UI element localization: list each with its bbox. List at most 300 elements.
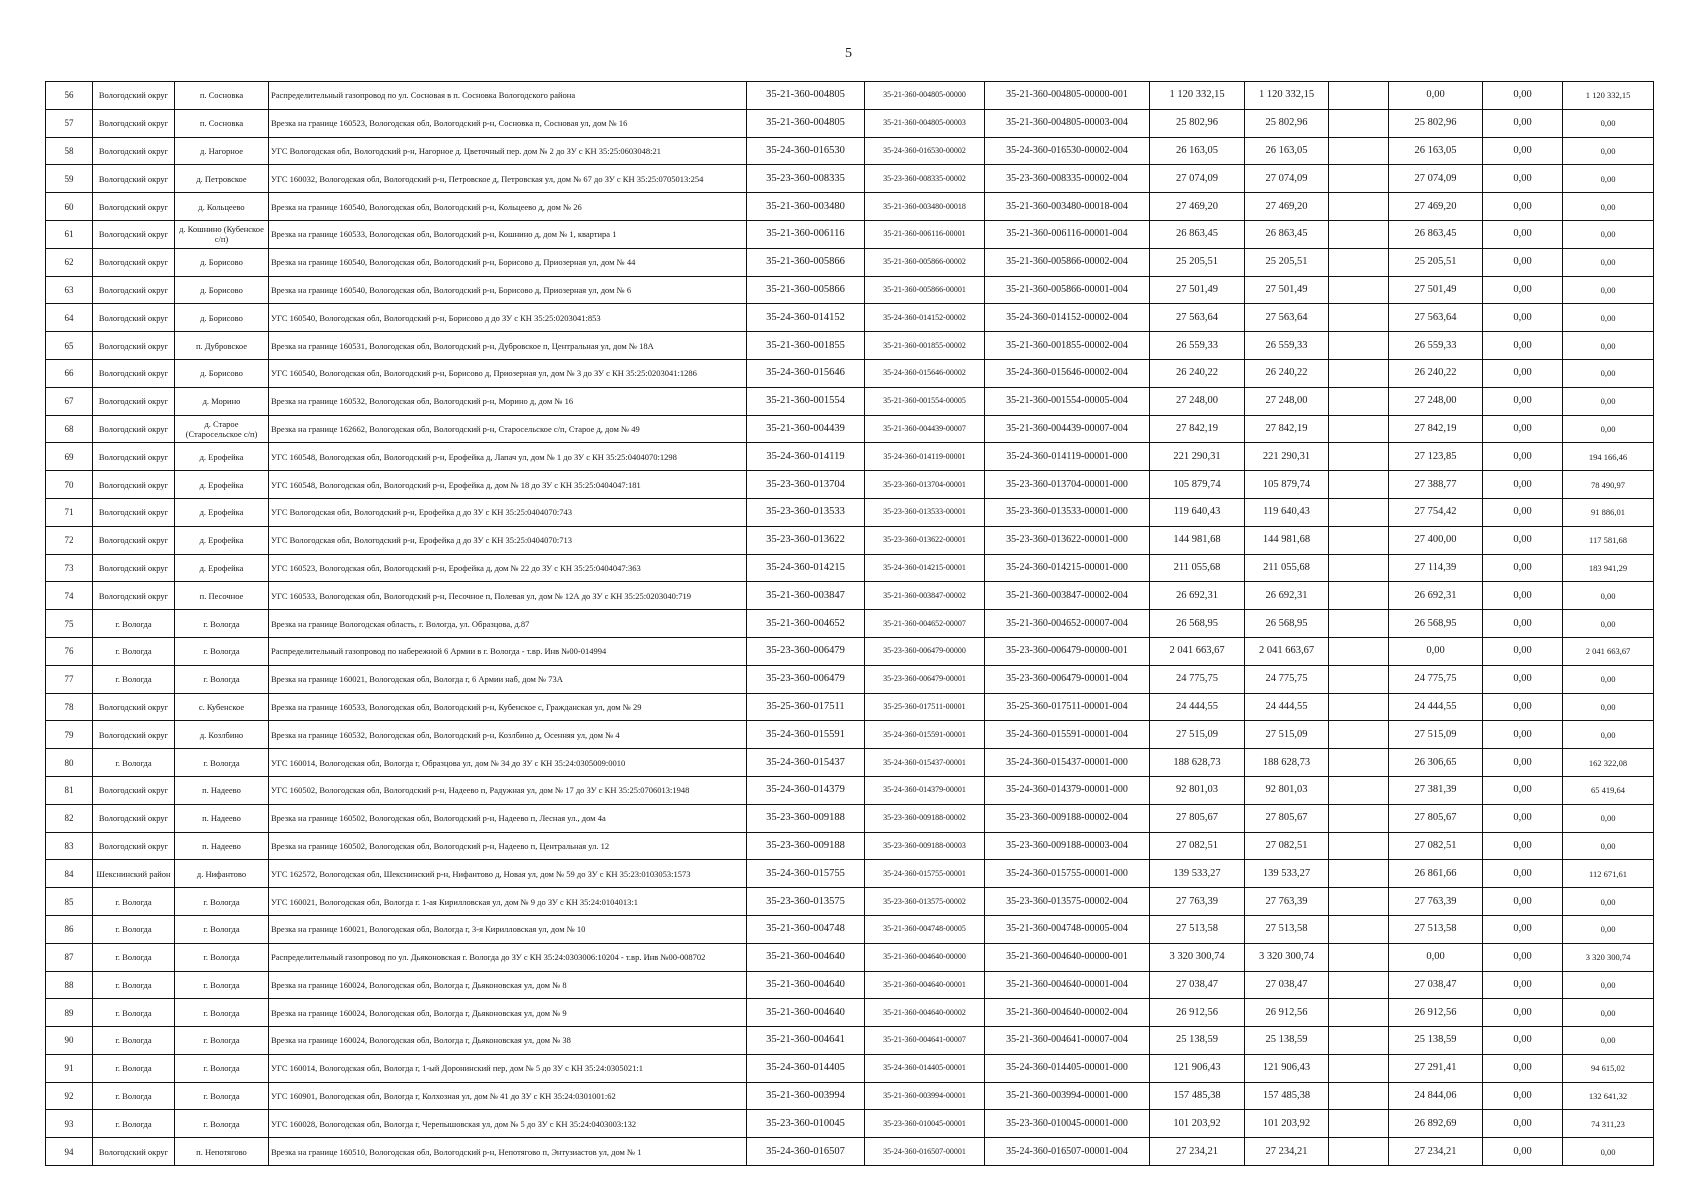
amount-cell: 0,00	[1483, 554, 1563, 582]
subcode-cell: 35-24-360-016507-00001	[865, 1138, 985, 1166]
amount-cell: 0,00	[1483, 1054, 1563, 1082]
locality-cell: г. Вологда	[175, 971, 269, 999]
amount-cell: 78 490,97	[1563, 471, 1654, 499]
table-row	[46, 193, 1654, 221]
code-cell: 35-21-360-003480	[747, 193, 865, 221]
full-code-cell: 35-21-360-004439-00007-004	[985, 415, 1150, 443]
amount-cell: 0,00	[1563, 888, 1654, 916]
code-cell: 35-23-360-009188	[747, 832, 865, 860]
subcode-cell: 35-21-360-005866-00002	[865, 248, 985, 276]
amount-cell: 27 805,67	[1389, 804, 1483, 832]
amount-cell: 27 805,67	[1245, 804, 1329, 832]
amount-cell: 157 485,38	[1245, 1082, 1329, 1110]
amount-cell: 27 513,58	[1150, 915, 1245, 943]
locality-cell: п. Непотягово	[175, 1138, 269, 1166]
amount-cell: 26 163,05	[1150, 137, 1245, 165]
amount-cell: 2 041 663,67	[1245, 637, 1329, 665]
empty-cell	[1329, 971, 1389, 999]
locality-cell: д. Ерофейка	[175, 471, 269, 499]
code-cell: 35-25-360-017511	[747, 693, 865, 721]
table-row	[46, 721, 1654, 749]
subcode-cell: 35-21-360-003847-00002	[865, 582, 985, 610]
row-number-cell: 62	[46, 248, 93, 276]
amount-cell: 0,00	[1483, 387, 1563, 415]
amount-cell: 0,00	[1483, 471, 1563, 499]
amount-cell: 27 469,20	[1389, 193, 1483, 221]
subcode-cell: 35-21-360-004805-00000	[865, 82, 985, 110]
table-row	[46, 637, 1654, 665]
full-code-cell: 35-21-360-003847-00002-004	[985, 582, 1150, 610]
empty-cell	[1329, 109, 1389, 137]
district-cell: Вологодский округ	[93, 526, 175, 554]
empty-cell	[1329, 332, 1389, 360]
object-description-cell: УГС 160540, Вологодская обл, Вологодский р-н, Борисово д, Приозерная ул, дом № 3 до ЗУ с КН 35:25:0203041:1286	[269, 359, 747, 387]
object-description-cell: Врезка на границе 160021, Вологодская обл, Вологда г, 3-я Кирилловская ул, дом № 10	[269, 915, 747, 943]
amount-cell: 0,00	[1563, 304, 1654, 332]
object-description-cell: Врезка на границе 160021, Вологодская обл, Вологда г, 6 Армии наб, дом № 73А	[269, 665, 747, 693]
subcode-cell: 35-24-360-015437-00001	[865, 749, 985, 777]
amount-cell: 74 311,23	[1563, 1110, 1654, 1138]
locality-cell: г. Вологда	[175, 637, 269, 665]
amount-cell: 27 291,41	[1389, 1054, 1483, 1082]
amount-cell: 0,00	[1563, 1138, 1654, 1166]
object-description-cell: Врезка на границе 160024, Вологодская обл, Вологда г, Дьяконовская ул, дом № 9	[269, 999, 747, 1027]
district-cell: Вологодский округ	[93, 1138, 175, 1166]
subcode-cell: 35-21-360-004640-00000	[865, 943, 985, 971]
object-description-cell: УГС 160028, Вологодская обл, Вологда г, Черепышовская ул, дом № 5 до ЗУ с КН 35:24:0403003:132	[269, 1110, 747, 1138]
amount-cell: 0,00	[1563, 276, 1654, 304]
amount-cell: 27 234,21	[1245, 1138, 1329, 1166]
amount-cell: 0,00	[1483, 82, 1563, 110]
amount-cell: 139 533,27	[1150, 860, 1245, 888]
amount-cell: 105 879,74	[1150, 471, 1245, 499]
code-cell: 35-23-360-010045	[747, 1110, 865, 1138]
object-description-cell: УГС 162572, Вологодская обл, Шекснинский р-н, Нифантово д, Новая ул, дом № 59 до ЗУ с КН 35:23:0103053:1573	[269, 860, 747, 888]
table-row	[46, 749, 1654, 777]
full-code-cell: 35-21-360-004640-00002-004	[985, 999, 1150, 1027]
amount-cell: 1 120 332,15	[1150, 82, 1245, 110]
table-row	[46, 387, 1654, 415]
row-number-cell: 61	[46, 220, 93, 248]
district-cell: Вологодский округ	[93, 832, 175, 860]
district-cell: г. Вологда	[93, 1110, 175, 1138]
row-number-cell: 58	[46, 137, 93, 165]
amount-cell: 121 906,43	[1150, 1054, 1245, 1082]
amount-cell: 25 138,59	[1389, 1027, 1483, 1055]
empty-cell	[1329, 276, 1389, 304]
amount-cell: 26 559,33	[1389, 332, 1483, 360]
amount-cell: 24 844,06	[1389, 1082, 1483, 1110]
table-row	[46, 582, 1654, 610]
empty-cell	[1329, 415, 1389, 443]
amount-cell: 105 879,74	[1245, 471, 1329, 499]
locality-cell: д. Борисово	[175, 359, 269, 387]
code-cell: 35-21-360-003994	[747, 1082, 865, 1110]
amount-cell: 0,00	[1563, 220, 1654, 248]
amount-cell: 27 842,19	[1150, 415, 1245, 443]
subcode-cell: 35-24-360-015755-00001	[865, 860, 985, 888]
subcode-cell: 35-21-360-004640-00002	[865, 999, 985, 1027]
table-row	[46, 526, 1654, 554]
full-code-cell: 35-24-360-014119-00001-000	[985, 443, 1150, 471]
empty-cell	[1329, 582, 1389, 610]
amount-cell: 27 515,09	[1389, 721, 1483, 749]
subcode-cell: 35-24-360-015646-00002	[865, 359, 985, 387]
amount-cell: 0,00	[1483, 804, 1563, 832]
amount-cell: 0,00	[1563, 248, 1654, 276]
row-number-cell: 82	[46, 804, 93, 832]
subcode-cell: 35-21-360-004439-00007	[865, 415, 985, 443]
amount-cell: 0,00	[1483, 332, 1563, 360]
table-row	[46, 165, 1654, 193]
locality-cell: д. Ерофейка	[175, 526, 269, 554]
object-description-cell: УГС 160901, Вологодская обл, Вологда г, Колхозная ул, дом № 41 до ЗУ с КН 35:24:0301001:62	[269, 1082, 747, 1110]
code-cell: 35-21-360-005866	[747, 276, 865, 304]
row-number-cell: 87	[46, 943, 93, 971]
amount-cell: 27 563,64	[1150, 304, 1245, 332]
object-description-cell: Врезка на границе 160531, Вологодская обл, Вологодский р-н, Дубровское п, Центральная ул, дом № 18А	[269, 332, 747, 360]
row-number-cell: 73	[46, 554, 93, 582]
table-row	[46, 415, 1654, 443]
amount-cell: 0,00	[1563, 582, 1654, 610]
locality-cell: п. Сосновка	[175, 82, 269, 110]
row-number-cell: 72	[46, 526, 93, 554]
row-number-cell: 79	[46, 721, 93, 749]
code-cell: 35-24-360-015591	[747, 721, 865, 749]
code-cell: 35-23-360-006479	[747, 637, 865, 665]
object-description-cell: Врезка на границе 160540, Вологодская обл, Вологодский р-н, Кольцеево д, дом № 26	[269, 193, 747, 221]
row-number-cell: 91	[46, 1054, 93, 1082]
amount-cell: 26 912,56	[1389, 999, 1483, 1027]
subcode-cell: 35-23-360-013622-00001	[865, 526, 985, 554]
object-description-cell: Врезка на границе 160523, Вологодская обл, Вологодский р-н, Сосновка п, Сосновая ул, дом № 16	[269, 109, 747, 137]
amount-cell: 211 055,68	[1150, 554, 1245, 582]
amount-cell: 211 055,68	[1245, 554, 1329, 582]
amount-cell: 27 038,47	[1389, 971, 1483, 999]
amount-cell: 188 628,73	[1150, 749, 1245, 777]
empty-cell	[1329, 610, 1389, 638]
full-code-cell: 35-23-360-006479-00001-004	[985, 665, 1150, 693]
empty-cell	[1329, 526, 1389, 554]
full-code-cell: 35-21-360-004805-00000-001	[985, 82, 1150, 110]
code-cell: 35-21-360-004640	[747, 971, 865, 999]
amount-cell: 162 322,08	[1563, 749, 1654, 777]
district-cell: Вологодский округ	[93, 721, 175, 749]
object-description-cell: Врезка на границе Вологодская область, г. Вологда, ул. Образцова, д.87	[269, 610, 747, 638]
code-cell: 35-21-360-004640	[747, 943, 865, 971]
empty-cell	[1329, 498, 1389, 526]
table-row	[46, 804, 1654, 832]
amount-cell: 144 981,68	[1245, 526, 1329, 554]
amount-cell: 24 444,55	[1245, 693, 1329, 721]
object-description-cell: УГС 160540, Вологодская обл, Вологодский р-н, Борисово д до ЗУ с КН 35:25:0203041:853	[269, 304, 747, 332]
subcode-cell: 35-23-360-009188-00003	[865, 832, 985, 860]
amount-cell: 27 842,19	[1245, 415, 1329, 443]
amount-cell: 0,00	[1563, 832, 1654, 860]
amount-cell: 0,00	[1483, 415, 1563, 443]
amount-cell: 0,00	[1563, 415, 1654, 443]
amount-cell: 0,00	[1563, 804, 1654, 832]
locality-cell: д. Старое (Старосельское с/п)	[175, 415, 269, 443]
row-number-cell: 64	[46, 304, 93, 332]
amount-cell: 27 123,85	[1389, 443, 1483, 471]
registry-table	[45, 81, 1654, 1166]
amount-cell: 0,00	[1563, 387, 1654, 415]
object-description-cell: Распределительный газопровод по ул. Дьяконовская г. Вологда до ЗУ с КН 35:24:0303006:10204 - т.вр. Инв №00-008702	[269, 943, 747, 971]
object-description-cell: УГС 160032, Вологодская обл, Вологодский р-н, Петровское д, Петровская ул, дом № 67 до ЗУ с КН 35:25:0705013:254	[269, 165, 747, 193]
code-cell: 35-24-360-014405	[747, 1054, 865, 1082]
subcode-cell: 35-21-360-003480-00018	[865, 193, 985, 221]
amount-cell: 183 941,29	[1563, 554, 1654, 582]
locality-cell: д. Ерофейка	[175, 554, 269, 582]
table-row	[46, 276, 1654, 304]
amount-cell: 91 886,01	[1563, 498, 1654, 526]
amount-cell: 27 763,39	[1245, 888, 1329, 916]
code-cell: 35-23-360-013704	[747, 471, 865, 499]
object-description-cell: УГС 160502, Вологодская обл, Вологодский р-н, Надеево п, Радужная ул, дом № 17 до ЗУ с КН 35:25:0706013:1948	[269, 776, 747, 804]
subcode-cell: 35-21-360-004652-00007	[865, 610, 985, 638]
district-cell: Вологодский округ	[93, 193, 175, 221]
empty-cell	[1329, 832, 1389, 860]
amount-cell: 26 863,45	[1150, 220, 1245, 248]
object-description-cell: Врезка на границе 160532, Вологодская обл, Вологодский р-н, Морино д, дом № 16	[269, 387, 747, 415]
amount-cell: 0,00	[1483, 999, 1563, 1027]
empty-cell	[1329, 749, 1389, 777]
amount-cell: 0,00	[1483, 304, 1563, 332]
subcode-cell: 35-23-360-006479-00001	[865, 665, 985, 693]
amount-cell: 27 248,00	[1245, 387, 1329, 415]
amount-cell: 0,00	[1483, 749, 1563, 777]
object-description-cell: УГС 160533, Вологодская обл, Вологодский р-н, Песочное п, Полевая ул, дом № 12А до ЗУ с КН 35:25:0203040:719	[269, 582, 747, 610]
locality-cell: д. Борисово	[175, 248, 269, 276]
table-row	[46, 220, 1654, 248]
table-row	[46, 888, 1654, 916]
code-cell: 35-24-360-016507	[747, 1138, 865, 1166]
locality-cell: д. Ерофейка	[175, 443, 269, 471]
amount-cell: 26 912,56	[1150, 999, 1245, 1027]
amount-cell: 26 240,22	[1389, 359, 1483, 387]
locality-cell: д. Козлбино	[175, 721, 269, 749]
row-number-cell: 89	[46, 999, 93, 1027]
amount-cell: 27 501,49	[1389, 276, 1483, 304]
table-row	[46, 665, 1654, 693]
row-number-cell: 81	[46, 776, 93, 804]
amount-cell: 0,00	[1483, 359, 1563, 387]
table-row	[46, 332, 1654, 360]
district-cell: г. Вологда	[93, 637, 175, 665]
empty-cell	[1329, 915, 1389, 943]
amount-cell: 92 801,03	[1245, 776, 1329, 804]
object-description-cell: Врезка на границе 160533, Вологодская обл, Вологодский р-н, Кошнино д, дом № 1, квартира 1	[269, 220, 747, 248]
amount-cell: 27 469,20	[1150, 193, 1245, 221]
table-row	[46, 498, 1654, 526]
table-body	[46, 82, 1654, 1166]
row-number-cell: 65	[46, 332, 93, 360]
row-number-cell: 90	[46, 1027, 93, 1055]
amount-cell: 26 559,33	[1150, 332, 1245, 360]
amount-cell: 27 563,64	[1389, 304, 1483, 332]
object-description-cell: УГС 160548, Вологодская обл, Вологодский р-н, Ерофейка д, Лапач ул, дом № 1 до ЗУ с КН 35:25:0404070:1298	[269, 443, 747, 471]
amount-cell: 27 082,51	[1389, 832, 1483, 860]
amount-cell: 0,00	[1483, 220, 1563, 248]
amount-cell: 27 381,39	[1389, 776, 1483, 804]
amount-cell: 26 306,65	[1389, 749, 1483, 777]
amount-cell: 27 248,00	[1389, 387, 1483, 415]
district-cell: Вологодский округ	[93, 582, 175, 610]
empty-cell	[1329, 1138, 1389, 1166]
table-row	[46, 1082, 1654, 1110]
full-code-cell: 35-21-360-003480-00018-004	[985, 193, 1150, 221]
amount-cell: 0,00	[1483, 832, 1563, 860]
amount-cell: 94 615,02	[1563, 1054, 1654, 1082]
row-number-cell: 93	[46, 1110, 93, 1138]
subcode-cell: 35-23-360-013704-00001	[865, 471, 985, 499]
full-code-cell: 35-21-360-003994-00001-000	[985, 1082, 1150, 1110]
district-cell: г. Вологда	[93, 915, 175, 943]
locality-cell: п. Песочное	[175, 582, 269, 610]
locality-cell: г. Вологда	[175, 610, 269, 638]
locality-cell: д. Морино	[175, 387, 269, 415]
amount-cell: 0,00	[1483, 665, 1563, 693]
amount-cell: 0,00	[1483, 637, 1563, 665]
code-cell: 35-24-360-014215	[747, 554, 865, 582]
full-code-cell: 35-23-360-008335-00002-004	[985, 165, 1150, 193]
amount-cell: 0,00	[1483, 971, 1563, 999]
empty-cell	[1329, 165, 1389, 193]
amount-cell: 0,00	[1389, 943, 1483, 971]
code-cell: 35-23-360-013533	[747, 498, 865, 526]
full-code-cell: 35-24-360-015646-00002-004	[985, 359, 1150, 387]
amount-cell: 0,00	[1483, 526, 1563, 554]
amount-cell: 101 203,92	[1245, 1110, 1329, 1138]
subcode-cell: 35-21-360-004640-00001	[865, 971, 985, 999]
object-description-cell: Врезка на границе 160024, Вологодская обл, Вологда г, Дьяконовская ул, дом № 38	[269, 1027, 747, 1055]
amount-cell: 27 234,21	[1389, 1138, 1483, 1166]
district-cell: г. Вологда	[93, 943, 175, 971]
amount-cell: 188 628,73	[1245, 749, 1329, 777]
full-code-cell: 35-23-360-009188-00003-004	[985, 832, 1150, 860]
amount-cell: 24 775,75	[1245, 665, 1329, 693]
row-number-cell: 63	[46, 276, 93, 304]
amount-cell: 112 671,61	[1563, 860, 1654, 888]
locality-cell: п. Надеево	[175, 776, 269, 804]
table-row	[46, 248, 1654, 276]
amount-cell: 157 485,38	[1150, 1082, 1245, 1110]
amount-cell: 27 074,09	[1389, 165, 1483, 193]
amount-cell: 26 163,05	[1245, 137, 1329, 165]
amount-cell: 27 805,67	[1150, 804, 1245, 832]
full-code-cell: 35-24-360-015755-00001-000	[985, 860, 1150, 888]
empty-cell	[1329, 776, 1389, 804]
district-cell: Вологодский округ	[93, 776, 175, 804]
table-row	[46, 915, 1654, 943]
full-code-cell: 35-24-360-014215-00001-000	[985, 554, 1150, 582]
amount-cell: 0,00	[1483, 860, 1563, 888]
row-number-cell: 70	[46, 471, 93, 499]
full-code-cell: 35-21-360-004805-00003-004	[985, 109, 1150, 137]
amount-cell: 0,00	[1483, 193, 1563, 221]
district-cell: г. Вологда	[93, 1082, 175, 1110]
amount-cell: 92 801,03	[1150, 776, 1245, 804]
table-row	[46, 693, 1654, 721]
amount-cell: 26 692,31	[1245, 582, 1329, 610]
amount-cell: 117 581,68	[1563, 526, 1654, 554]
amount-cell: 101 203,92	[1150, 1110, 1245, 1138]
locality-cell: г. Вологда	[175, 1110, 269, 1138]
amount-cell: 26 240,22	[1245, 359, 1329, 387]
amount-cell: 139 533,27	[1245, 860, 1329, 888]
amount-cell: 25 138,59	[1150, 1027, 1245, 1055]
table-row	[46, 304, 1654, 332]
amount-cell: 26 163,05	[1389, 137, 1483, 165]
row-number-cell: 86	[46, 915, 93, 943]
amount-cell: 0,00	[1483, 721, 1563, 749]
amount-cell: 25 138,59	[1245, 1027, 1329, 1055]
district-cell: Вологодский округ	[93, 220, 175, 248]
locality-cell: д. Кошнино (Кубенское с/п)	[175, 220, 269, 248]
row-number-cell: 68	[46, 415, 93, 443]
code-cell: 35-24-360-015646	[747, 359, 865, 387]
code-cell: 35-21-360-005866	[747, 248, 865, 276]
district-cell: г. Вологда	[93, 1054, 175, 1082]
empty-cell	[1329, 637, 1389, 665]
amount-cell: 27 082,51	[1245, 832, 1329, 860]
amount-cell: 0,00	[1563, 999, 1654, 1027]
table-row	[46, 1110, 1654, 1138]
empty-cell	[1329, 1027, 1389, 1055]
row-number-cell: 77	[46, 665, 93, 693]
amount-cell: 27 114,39	[1389, 554, 1483, 582]
amount-cell: 27 074,09	[1245, 165, 1329, 193]
amount-cell: 0,00	[1483, 109, 1563, 137]
full-code-cell: 35-24-360-015437-00001-000	[985, 749, 1150, 777]
empty-cell	[1329, 999, 1389, 1027]
amount-cell: 0,00	[1483, 276, 1563, 304]
amount-cell: 27 515,09	[1245, 721, 1329, 749]
amount-cell: 27 754,42	[1389, 498, 1483, 526]
object-description-cell: Врезка на границе 160502, Вологодская обл, Вологодский р-н, Надеево п, Лесная ул., дом 4а	[269, 804, 747, 832]
subcode-cell: 35-24-360-015591-00001	[865, 721, 985, 749]
object-description-cell: Врезка на границе 160502, Вологодская обл, Вологодский р-н, Надеево п, Центральная ул. 12	[269, 832, 747, 860]
amount-cell: 194 166,46	[1563, 443, 1654, 471]
amount-cell: 26 568,95	[1389, 610, 1483, 638]
full-code-cell: 35-23-360-009188-00002-004	[985, 804, 1150, 832]
locality-cell: г. Вологда	[175, 1054, 269, 1082]
subcode-cell: 35-23-360-009188-00002	[865, 804, 985, 832]
full-code-cell: 35-24-360-016530-00002-004	[985, 137, 1150, 165]
row-number-cell: 69	[46, 443, 93, 471]
full-code-cell: 35-21-360-004748-00005-004	[985, 915, 1150, 943]
amount-cell: 0,00	[1483, 610, 1563, 638]
full-code-cell: 35-21-360-005866-00001-004	[985, 276, 1150, 304]
subcode-cell: 35-25-360-017511-00001	[865, 693, 985, 721]
code-cell: 35-24-360-016530	[747, 137, 865, 165]
locality-cell: д. Нифантово	[175, 860, 269, 888]
object-description-cell: УГС Вологодская обл, Вологодский р-н, Ерофейка д до ЗУ с КН 35:25:0404070:743	[269, 498, 747, 526]
empty-cell	[1329, 82, 1389, 110]
empty-cell	[1329, 359, 1389, 387]
subcode-cell: 35-21-360-001554-00005	[865, 387, 985, 415]
table-row	[46, 82, 1654, 110]
amount-cell: 0,00	[1563, 165, 1654, 193]
amount-cell: 26 863,45	[1245, 220, 1329, 248]
empty-cell	[1329, 387, 1389, 415]
row-number-cell: 66	[46, 359, 93, 387]
code-cell: 35-23-360-009188	[747, 804, 865, 832]
amount-cell: 24 775,75	[1150, 665, 1245, 693]
amount-cell: 0,00	[1563, 610, 1654, 638]
object-description-cell: Врезка на границе 160540, Вологодская обл, Вологодский р-н, Борисово д, Приозерная ул, дом № 6	[269, 276, 747, 304]
